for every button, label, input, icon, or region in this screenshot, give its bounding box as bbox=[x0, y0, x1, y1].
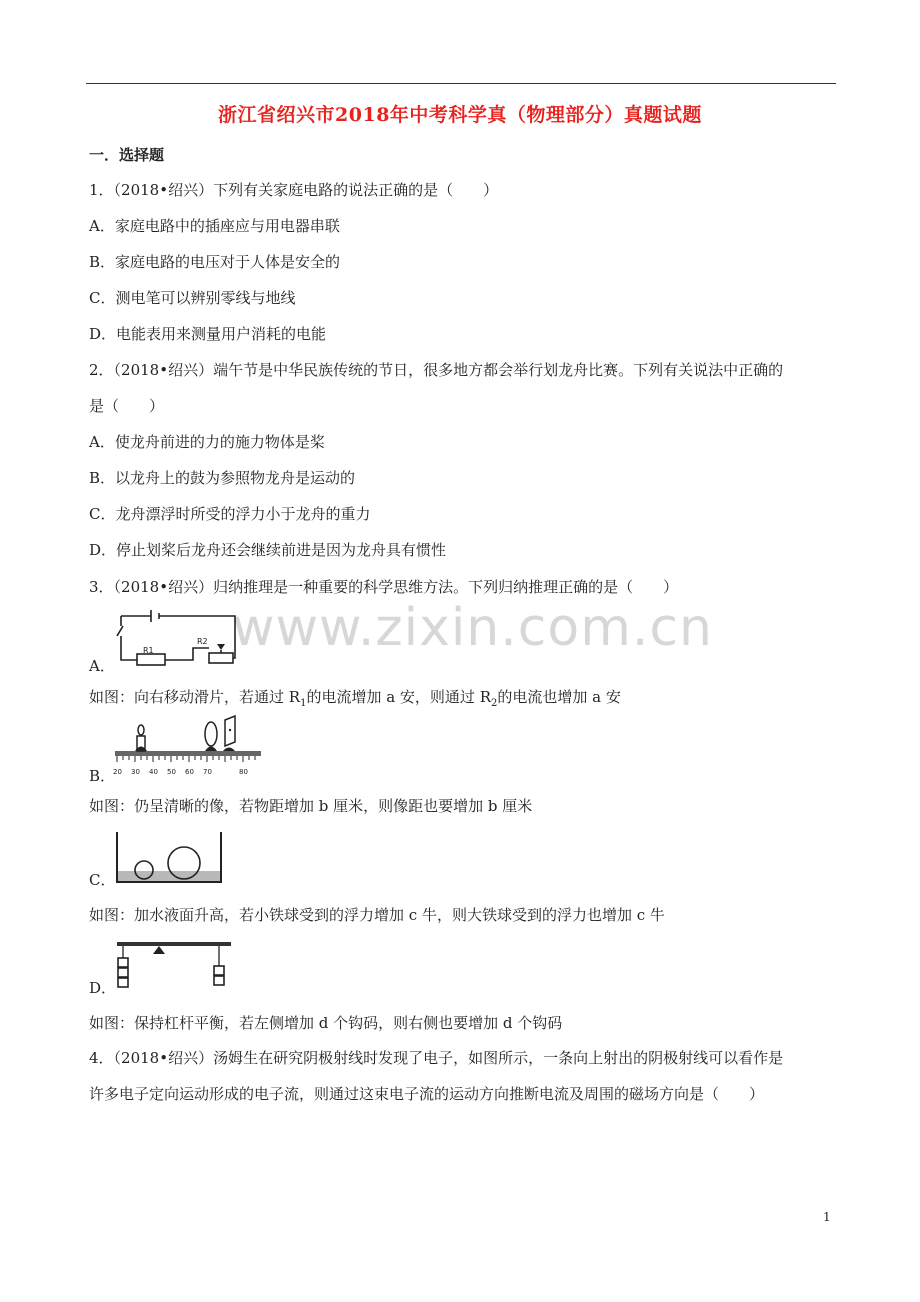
lever-figure bbox=[113, 938, 235, 990]
q2-option-d: D．停止划桨后龙舟还会继续前进是因为龙舟具有惯性 bbox=[89, 541, 447, 559]
q1-stem: 1．（2018•绍兴）下列有关家庭电路的说法正确的是（ ） bbox=[89, 181, 499, 199]
q3-option-c-text: 如图：加水液面升高，若小铁球受到的浮力增加 c 牛，则大铁球受到的浮力也增加 c 牛 bbox=[89, 906, 665, 924]
q3-option-d-label: D． bbox=[89, 979, 117, 997]
r2-label: R2 bbox=[197, 637, 208, 646]
q4-line1: 4．（2018•绍兴）汤姆生在研究阴极射线时发现了电子，如图所示，一条向上射出的阴极射线可以看作是 bbox=[89, 1049, 784, 1067]
q2-option-c: C．龙舟漂浮时所受的浮力小于龙舟的重力 bbox=[89, 505, 371, 523]
tick-label-80: 80 bbox=[239, 768, 248, 776]
q3-option-a-label: A． bbox=[89, 657, 115, 675]
optical-bench-figure bbox=[113, 714, 263, 778]
tick-label-50: 50 bbox=[167, 768, 176, 776]
q3-option-b-text: 如图：仍呈清晰的像，若物距增加 b 厘米，则像距也要增加 b 厘米 bbox=[89, 797, 533, 815]
q1-option-a: A．家庭电路中的插座应与用电器串联 bbox=[89, 217, 340, 235]
header-rule bbox=[86, 83, 836, 84]
watermark: www.zixin.com.cn bbox=[232, 598, 713, 658]
q1-option-d: D．电能表用来测量用户消耗的电能 bbox=[89, 325, 327, 343]
container-balls-figure bbox=[113, 830, 225, 886]
page-number: 1 bbox=[823, 1210, 831, 1224]
r1-label: R1 bbox=[143, 646, 154, 655]
tick-label-30: 30 bbox=[131, 768, 140, 776]
q2-stem-line1: 2．（2018•绍兴）端午节是中华民族传统的节日，很多地方都会举行划龙舟比赛。下列有关说法中正确的 bbox=[89, 361, 784, 379]
q2-option-a: A．使龙舟前进的力的施力物体是桨 bbox=[89, 433, 325, 451]
tick-label-60: 60 bbox=[185, 768, 194, 776]
q4-line2: 许多电子定向运动形成的电子流，则通过这束电子流的运动方向推断电流及周围的磁场方向是（ ） bbox=[89, 1085, 765, 1103]
q3-option-d-text: 如图：保持杠杆平衡，若左侧增加 d 个钩码，则右侧也要增加 d 个钩码 bbox=[89, 1014, 563, 1032]
q2-option-b: B．以龙舟上的鼓为参照物龙舟是运动的 bbox=[89, 469, 356, 487]
tick-label-70: 70 bbox=[203, 768, 212, 776]
section-heading: 一．选择题 bbox=[89, 146, 165, 164]
tick-label-40: 40 bbox=[149, 768, 158, 776]
q3-option-b-label: B． bbox=[89, 767, 116, 785]
circuit-figure bbox=[113, 608, 243, 666]
tick-label-20: 20 bbox=[113, 768, 122, 776]
q2-stem-line2: 是（ ） bbox=[89, 397, 165, 415]
q1-option-b: B．家庭电路的电压对于人体是安全的 bbox=[89, 253, 341, 271]
q3-option-a-text: 如图：向右移动滑片，若通过 $R_1$的电流增加 a 安，则通过 $R_2$的电流也增加 a 安 bbox=[89, 688, 621, 709]
q3-stem: 3．（2018•绍兴）归纳推理是一种重要的科学思维方法。下列归纳推理正确的是（ ） bbox=[89, 578, 679, 596]
q1-option-c: C．测电笔可以辨别零线与地线 bbox=[89, 289, 296, 307]
page-title: 浙江省绍兴市2018年中考科学真（物理部分）真题试题 bbox=[218, 104, 702, 126]
q3-option-c-label: C． bbox=[89, 871, 116, 889]
